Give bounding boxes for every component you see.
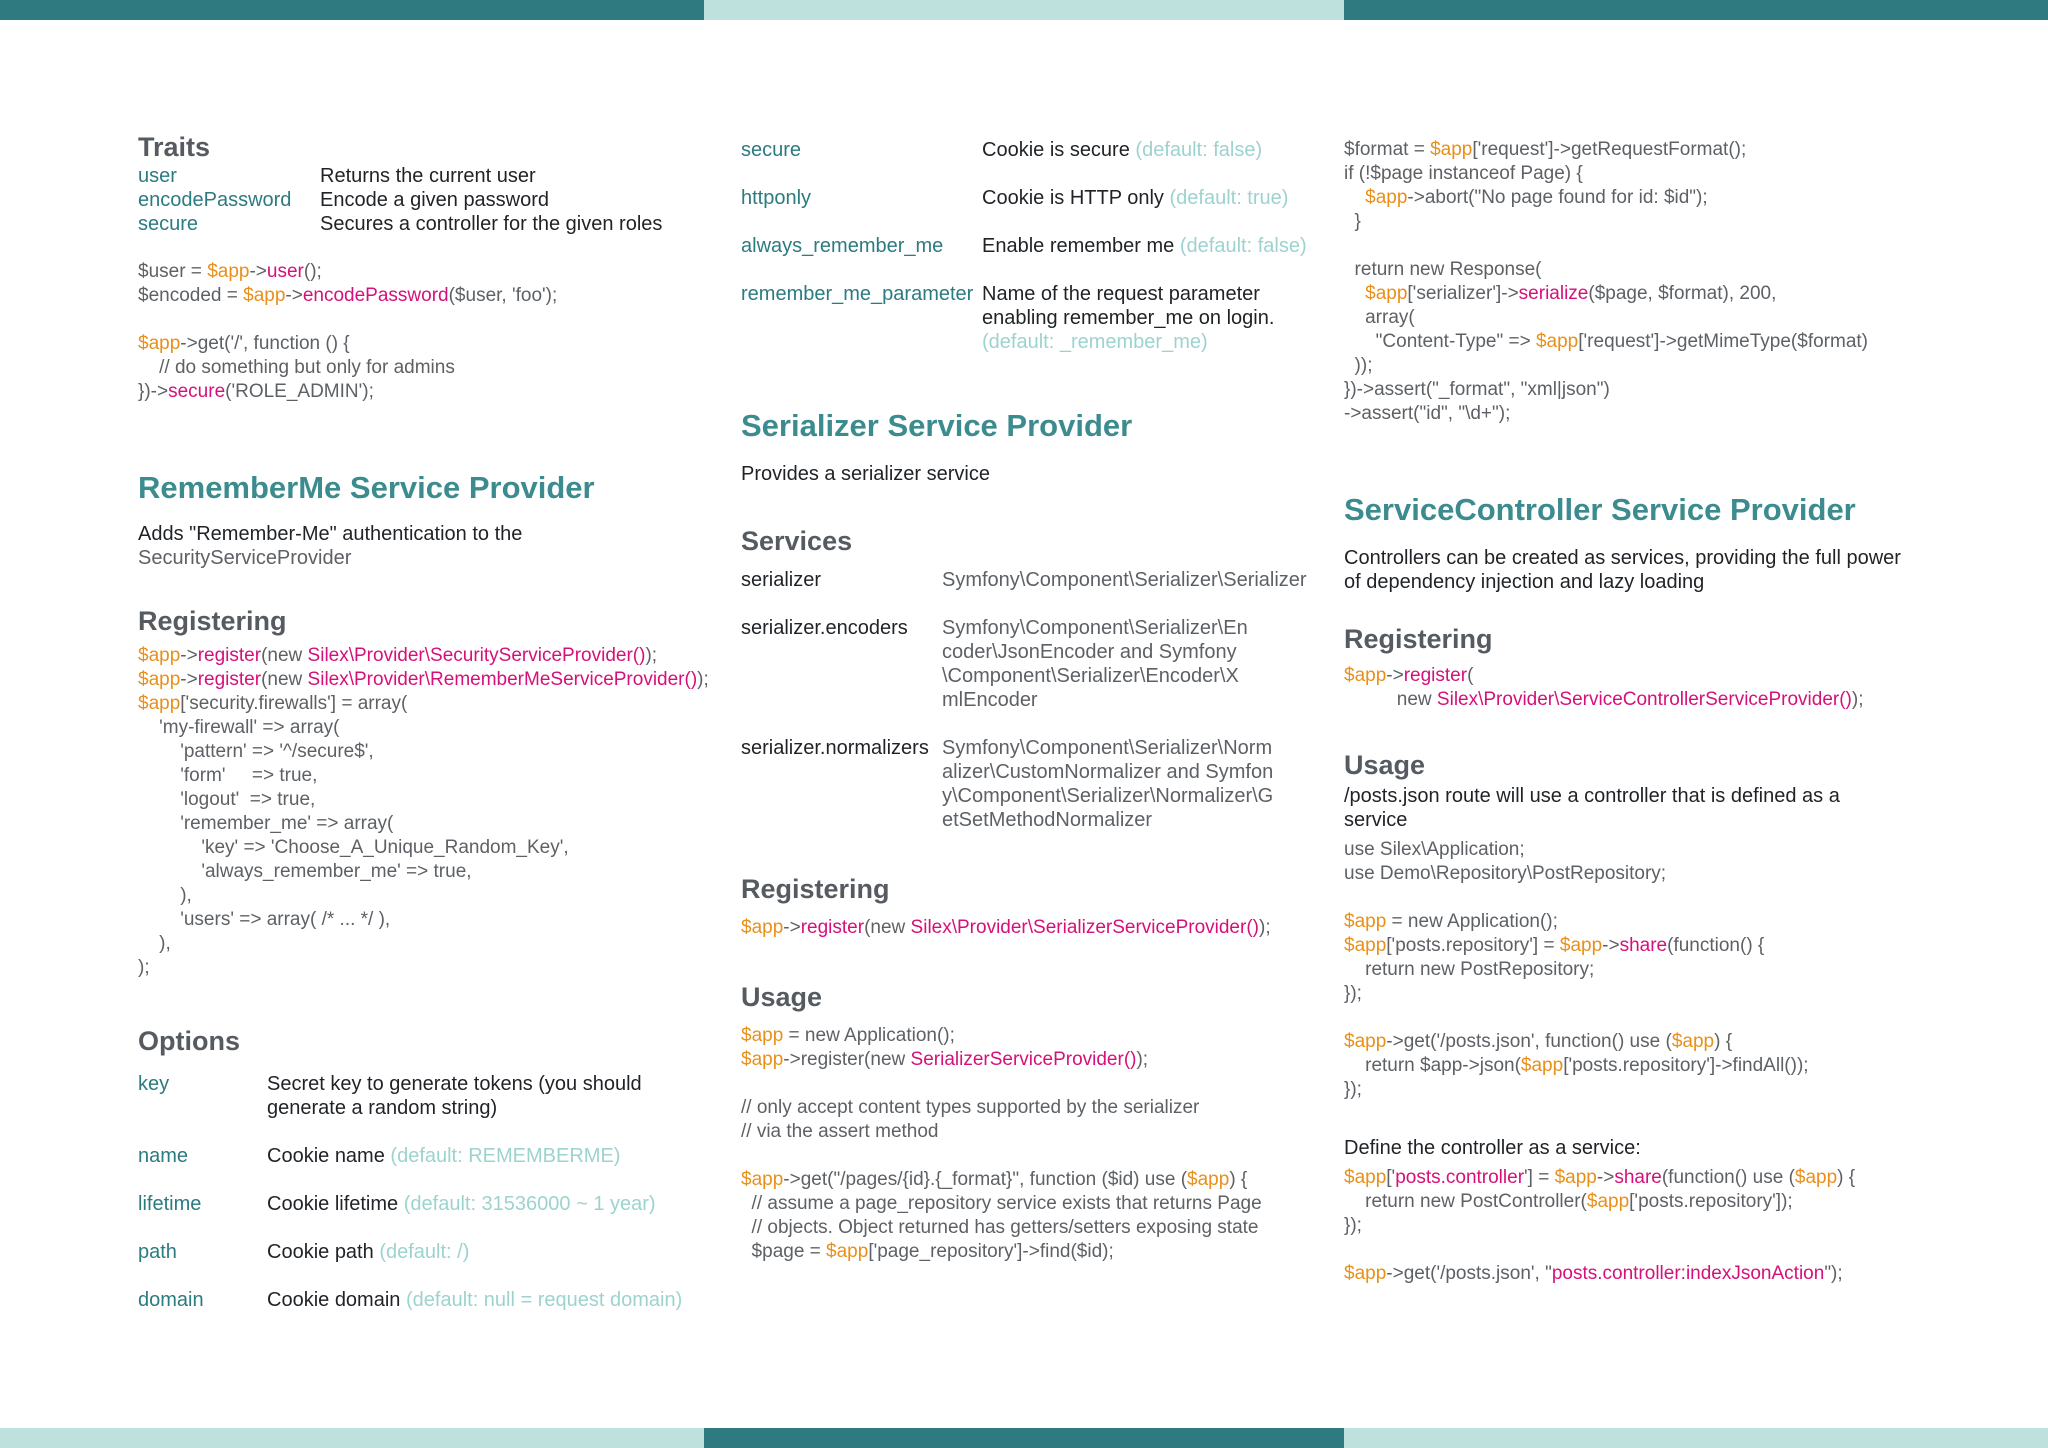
code-text: 'key' => 'Choose_A_Unique_Random_Key', xyxy=(138,837,569,858)
code-line xyxy=(138,644,698,668)
option-desc-text: Cookie path xyxy=(267,1241,374,1263)
code-text: (new xyxy=(864,917,911,938)
code-variable: $app xyxy=(1520,1055,1564,1076)
option-desc xyxy=(982,282,1341,354)
code-line xyxy=(1344,1166,1944,1190)
code-text: }); xyxy=(1344,1215,1362,1236)
code-variable: $app xyxy=(741,917,784,938)
code-method: register xyxy=(197,645,262,666)
code-text: $encoded = xyxy=(138,285,244,306)
option-desc xyxy=(982,186,1341,210)
code-text: $page = xyxy=(741,1241,827,1262)
option-desc-text: Cookie lifetime xyxy=(267,1193,399,1215)
code-text xyxy=(1344,187,1365,208)
code-variable: $app xyxy=(1365,283,1408,304)
code-text xyxy=(1344,283,1365,304)
code-text: use Demo\Repository\PostRepository; xyxy=(1344,863,1667,884)
code-line xyxy=(1344,162,1944,186)
option-default: (default: true) xyxy=(1169,187,1289,209)
code-line xyxy=(1344,402,1944,426)
code-line xyxy=(1344,1030,1944,1054)
code-text: ->abort("No page found for id: $id"); xyxy=(1407,187,1708,208)
option-row xyxy=(741,282,1341,354)
code-line xyxy=(1344,910,1944,934)
code-text: 'always_remember_me' => true, xyxy=(138,861,472,882)
code-text: -> xyxy=(1602,935,1620,956)
column-2 xyxy=(741,130,1341,1264)
code-line xyxy=(138,332,698,356)
traits-heading: Traits xyxy=(138,132,211,162)
code-line xyxy=(1344,1006,1944,1030)
column-1 xyxy=(138,130,709,1312)
serializer-services-heading: Services xyxy=(741,526,853,556)
bottom-band xyxy=(0,1428,2048,1448)
code-line xyxy=(138,884,698,908)
code-line xyxy=(138,908,698,932)
code-text: (function() { xyxy=(1667,935,1765,956)
code-variable: $app xyxy=(1344,1031,1387,1052)
code-line xyxy=(138,260,698,284)
option-desc-text: Secret key to generate tokens (you should generate a random string) xyxy=(267,1073,642,1119)
code-text: } xyxy=(1344,211,1361,232)
code-variable: $app xyxy=(1365,187,1408,208)
top-band-left xyxy=(0,0,704,20)
code-method: share xyxy=(1619,935,1668,956)
service-value: Symfony\Component\Serializer\Encoder\JsonEncoder and Symfony\Component\Serializer\Encoder\XmlEncoder xyxy=(942,617,1248,711)
option-desc xyxy=(982,234,1341,258)
code-line xyxy=(741,916,1341,940)
servicecontroller-usage-description: /posts.json route will use a controller that is defined as a service xyxy=(1344,785,1840,831)
code-line xyxy=(741,1216,1341,1240)
code-text: ['request']->getRequestFormat(); xyxy=(1472,139,1747,160)
code-text: )); xyxy=(1344,355,1373,376)
code-line xyxy=(1344,958,1944,982)
code-text: $format = xyxy=(1344,139,1431,160)
serializer-usage-code xyxy=(741,1024,1341,1264)
code-text: (new xyxy=(261,669,308,690)
option-row xyxy=(741,234,1341,258)
trait-row xyxy=(138,188,698,212)
code-line xyxy=(138,764,698,788)
servicecontroller-registering-heading: Registering xyxy=(1344,624,1493,654)
rememberme-description-line: Adds "Remember-Me" authentication to the xyxy=(138,523,523,545)
code-line xyxy=(138,380,698,404)
code-text: -> xyxy=(783,917,801,938)
code-line xyxy=(1344,306,1944,330)
option-name: path xyxy=(138,1241,177,1263)
code-method: register xyxy=(197,669,262,690)
code-text: // assume a page_repository service exists that returns Page xyxy=(741,1193,1262,1214)
option-desc-text: Cookie name xyxy=(267,1145,385,1167)
code-variable: $app xyxy=(138,333,181,354)
code-line xyxy=(741,1072,1341,1096)
option-name: domain xyxy=(138,1289,204,1311)
option-row xyxy=(138,1192,698,1216)
code-text: })-> xyxy=(138,381,169,402)
code-line xyxy=(741,1024,1341,1048)
code-text: ['serializer']-> xyxy=(1407,283,1519,304)
code-line xyxy=(138,356,698,380)
serializer-usage-code-continued xyxy=(1344,138,1944,426)
code-line xyxy=(741,1240,1341,1264)
code-method: SerializerServiceProvider() xyxy=(910,1049,1137,1070)
code-text: -> xyxy=(180,645,198,666)
trait-name: user xyxy=(138,165,177,187)
code-text: })->assert("_format", "xml|json") xyxy=(1344,379,1610,400)
code-text: ['security.firewalls'] = array( xyxy=(180,693,408,714)
code-line xyxy=(138,932,698,956)
code-text: return new PostRepository; xyxy=(1344,959,1595,980)
code-text: -> xyxy=(249,261,267,282)
code-text: ); xyxy=(645,645,658,666)
code-line xyxy=(138,836,698,860)
code-line xyxy=(1344,1190,1944,1214)
code-method: user xyxy=(266,261,304,282)
code-variable: $app xyxy=(1344,935,1387,956)
code-text: use Silex\Application; xyxy=(1344,839,1525,860)
code-text: ->register(new xyxy=(783,1049,911,1070)
code-variable: $app xyxy=(207,261,250,282)
rememberme-heading: RememberMe Service Provider xyxy=(138,470,595,505)
code-line xyxy=(138,788,698,812)
code-text: 'pattern' => '^/secure$', xyxy=(138,741,374,762)
code-text: '] = xyxy=(1524,1167,1555,1188)
service-name: serializer.normalizers xyxy=(741,737,929,759)
code-text: }); xyxy=(1344,983,1362,1004)
code-line xyxy=(138,692,698,716)
service-row xyxy=(741,616,1341,712)
option-desc xyxy=(267,1144,698,1168)
bottom-band-right xyxy=(1344,1428,2048,1448)
option-name: remember_me_parameter xyxy=(741,283,974,305)
option-name: always_remember_me xyxy=(741,235,944,257)
code-text: ['posts.repository']); xyxy=(1629,1191,1793,1212)
code-text: ->assert("id", "\d+"); xyxy=(1344,403,1511,424)
trait-row xyxy=(138,164,698,188)
option-default: (default: false) xyxy=(1179,235,1307,257)
code-variable: $app xyxy=(1671,1031,1715,1052)
define-controller-label: Define the controller as a service: xyxy=(1344,1137,1641,1159)
code-variable: $app xyxy=(1187,1169,1230,1190)
serializer-services-list xyxy=(741,568,1341,832)
code-text: ->get('/', function () { xyxy=(180,333,350,354)
code-method: Silex\Provider\SerializerServiceProvider() xyxy=(910,917,1259,938)
servicecontroller-register-code xyxy=(1344,664,1944,712)
option-name: httponly xyxy=(741,187,812,209)
option-desc xyxy=(982,138,1341,162)
serializer-description: Provides a serializer service xyxy=(741,463,990,485)
trait-desc: Returns the current user xyxy=(320,165,536,187)
servicecontroller-heading: ServiceController Service Provider xyxy=(1344,492,1856,527)
code-line xyxy=(1344,1238,1944,1262)
code-text: [' xyxy=(1386,1167,1396,1188)
code-line xyxy=(1344,330,1944,354)
option-desc xyxy=(267,1288,698,1312)
code-line xyxy=(1344,234,1944,258)
code-text: // via the assert method xyxy=(741,1121,939,1142)
code-line xyxy=(1344,282,1944,306)
service-row xyxy=(741,568,1341,592)
option-row xyxy=(138,1072,698,1120)
code-line xyxy=(741,1048,1341,1072)
code-text: ['request']->getMimeType($format) xyxy=(1578,331,1868,352)
code-line xyxy=(1344,378,1944,402)
servicecontroller-use-statements xyxy=(1344,838,1944,886)
option-desc-text: Enable remember me xyxy=(982,235,1175,257)
code-line xyxy=(138,716,698,740)
top-band-right xyxy=(1344,0,2048,20)
option-default: (default: 31536000 ~ 1 year) xyxy=(403,1193,656,1215)
option-row xyxy=(138,1288,698,1312)
code-text: // only accept content types supported by the serializer xyxy=(741,1097,1200,1118)
service-name: serializer xyxy=(741,569,822,591)
code-variable: $app xyxy=(138,669,181,690)
code-text: ->get("/pages/{id}.{_format}", function ($id) use ( xyxy=(783,1169,1188,1190)
code-line xyxy=(1344,258,1944,282)
code-line xyxy=(1344,138,1944,162)
code-line xyxy=(138,308,698,332)
code-text: ->get('/posts.json', " xyxy=(1386,1263,1552,1284)
code-method: share xyxy=(1614,1167,1662,1188)
code-text: array( xyxy=(1344,307,1415,328)
option-default: (default: /) xyxy=(379,1241,470,1263)
code-variable: $app xyxy=(1344,1263,1387,1284)
option-desc xyxy=(267,1072,698,1120)
code-variable: $app xyxy=(826,1241,869,1262)
code-method: register xyxy=(800,917,865,938)
code-text: }); xyxy=(1344,1079,1362,1100)
code-text: return $app->json( xyxy=(1344,1055,1521,1076)
code-variable: $app xyxy=(243,285,286,306)
option-row xyxy=(741,186,1341,210)
code-line xyxy=(1344,688,1944,712)
code-line xyxy=(138,284,698,308)
option-desc-text: Cookie domain xyxy=(267,1289,401,1311)
code-text: 'my-firewall' => array( xyxy=(138,717,340,738)
column-3 xyxy=(1344,130,1944,1286)
serializer-registering-heading: Registering xyxy=(741,874,890,904)
service-name: serializer.encoders xyxy=(741,617,908,639)
code-text: 'remember_me' => array( xyxy=(138,813,394,834)
code-line xyxy=(1344,186,1944,210)
code-text: ), xyxy=(138,933,171,954)
code-variable: $app xyxy=(741,1049,784,1070)
code-method: secure xyxy=(168,381,226,402)
option-row xyxy=(741,138,1341,162)
code-text: (); xyxy=(303,261,322,282)
code-line xyxy=(1344,664,1944,688)
code-text: ); xyxy=(1136,1049,1149,1070)
top-band-middle xyxy=(704,0,1344,20)
code-text: (new xyxy=(261,645,308,666)
code-text: ( xyxy=(1467,665,1474,686)
rememberme-options-list xyxy=(138,1072,698,1312)
serializer-heading: Serializer Service Provider xyxy=(741,408,1133,443)
code-line xyxy=(138,956,698,980)
code-line xyxy=(1344,838,1944,862)
code-text: $user = xyxy=(138,261,208,282)
code-text: -> xyxy=(285,285,303,306)
code-text: ->get('/posts.json', function() use ( xyxy=(1386,1031,1672,1052)
code-method: encodePassword xyxy=(302,285,449,306)
code-text: 'form' => true, xyxy=(138,765,318,786)
options-continued-list xyxy=(741,138,1341,354)
code-variable: $app xyxy=(138,693,181,714)
code-text: (function() use ( xyxy=(1661,1167,1795,1188)
code-line xyxy=(741,1120,1341,1144)
code-line xyxy=(1344,210,1944,234)
code-text: ), xyxy=(138,885,192,906)
traits-code xyxy=(138,260,698,404)
code-variable: $app xyxy=(1344,1167,1387,1188)
option-default: (default: false) xyxy=(1135,139,1263,161)
code-text: ); xyxy=(697,669,709,690)
serializer-usage-heading: Usage xyxy=(741,982,823,1012)
option-name: lifetime xyxy=(138,1193,202,1215)
option-default: (default: _remember_me) xyxy=(982,331,1208,353)
service-value: Symfony\Component\Serializer\Serializer xyxy=(942,569,1307,591)
code-variable: $app xyxy=(138,645,181,666)
code-line xyxy=(741,1192,1341,1216)
option-row xyxy=(138,1144,698,1168)
option-desc xyxy=(267,1192,698,1216)
trait-desc: Encode a given password xyxy=(320,189,550,211)
code-text: // objects. Object returned has getters/setters exposing state xyxy=(741,1217,1259,1238)
code-text: "Content-Type" => xyxy=(1344,331,1536,352)
code-line xyxy=(138,668,709,692)
trait-row xyxy=(138,212,698,236)
option-desc-text: Cookie is HTTP only xyxy=(982,187,1164,209)
rememberme-description xyxy=(138,522,698,570)
servicecontroller-description: Controllers can be created as services, providing the full power of dependency injection and lazy loading xyxy=(1344,547,1901,593)
code-method: Silex\Provider\RememberMeServiceProvider() xyxy=(307,669,698,690)
code-variable: $app xyxy=(1554,1167,1597,1188)
servicecontroller-usage-code xyxy=(1344,910,1944,1102)
code-line xyxy=(1344,354,1944,378)
code-variable: $app xyxy=(741,1025,784,1046)
code-line xyxy=(1344,1078,1944,1102)
code-line xyxy=(138,812,698,836)
option-desc-text: Cookie is secure xyxy=(982,139,1130,161)
code-text: -> xyxy=(180,669,198,690)
code-line xyxy=(1344,1054,1944,1078)
code-text: new xyxy=(1344,689,1437,710)
code-line xyxy=(741,1168,1341,1192)
code-text: ['posts.repository']->findAll()); xyxy=(1563,1055,1809,1076)
code-text: -> xyxy=(1386,665,1404,686)
code-method: posts.controller xyxy=(1395,1167,1525,1188)
servicecontroller-define-code xyxy=(1344,1166,1944,1286)
code-line xyxy=(138,740,698,764)
code-text: ['page_repository']->find($id); xyxy=(868,1241,1114,1262)
option-row xyxy=(138,1240,698,1264)
option-desc-text: Name of the request parameter enabling remember_me on login. xyxy=(982,283,1275,329)
servicecontroller-usage-heading: Usage xyxy=(1344,750,1426,780)
code-text: return new Response( xyxy=(1344,259,1542,280)
code-method: register xyxy=(1403,665,1468,686)
code-variable: $app xyxy=(1794,1167,1838,1188)
code-variable: $app xyxy=(1344,911,1387,932)
code-line xyxy=(138,860,698,884)
rememberme-description-line: SecurityServiceProvider xyxy=(138,547,352,569)
top-band xyxy=(0,0,2048,20)
code-text: ($page, $format), 200, xyxy=(1588,283,1777,304)
code-text: ('ROLE_ADMIN'); xyxy=(225,381,374,402)
code-text: ); xyxy=(138,957,150,978)
code-text: ($user, 'foo'); xyxy=(448,285,558,306)
code-line xyxy=(1344,1214,1944,1238)
code-text: ) { xyxy=(1229,1169,1248,1190)
code-text: 'users' => array( /* ... */ ), xyxy=(138,909,391,930)
code-variable: $app xyxy=(1535,331,1579,352)
code-method: Silex\Provider\SecurityServiceProvider() xyxy=(307,645,646,666)
trait-desc: Secures a controller for the given roles xyxy=(320,213,663,235)
bottom-band-left xyxy=(0,1428,704,1448)
code-line xyxy=(741,1096,1341,1120)
code-line xyxy=(1344,862,1944,886)
code-method: posts.controller:indexJsonAction xyxy=(1551,1263,1825,1284)
option-desc xyxy=(267,1240,698,1264)
bottom-band-middle xyxy=(704,1428,1344,1448)
code-text: ); xyxy=(1259,917,1271,938)
rememberme-register-code xyxy=(138,644,709,980)
code-line xyxy=(1344,982,1944,1006)
trait-name: encodePassword xyxy=(138,189,292,211)
code-text: ) { xyxy=(1837,1167,1856,1188)
service-row xyxy=(741,736,1341,832)
code-text: = new Application(); xyxy=(783,1025,955,1046)
option-default: (default: REMEMBERME) xyxy=(390,1145,621,1167)
trait-name: secure xyxy=(138,213,199,235)
serializer-register-code xyxy=(741,916,1341,940)
option-name: secure xyxy=(741,139,802,161)
code-text: = new Application(); xyxy=(1386,911,1558,932)
code-text: ); xyxy=(1851,689,1864,710)
code-method: serialize xyxy=(1518,283,1589,304)
option-name: name xyxy=(138,1145,189,1167)
option-name: key xyxy=(138,1073,170,1095)
code-text: return new PostController( xyxy=(1344,1191,1587,1212)
code-text: -> xyxy=(1596,1167,1615,1188)
code-method: Silex\Provider\ServiceControllerServiceProvider() xyxy=(1436,689,1852,710)
code-text: "); xyxy=(1824,1263,1843,1284)
code-text: // do something but only for admins xyxy=(138,357,455,378)
option-default: (default: null = request domain) xyxy=(405,1289,683,1311)
code-variable: $app xyxy=(1430,139,1473,160)
code-variable: $app xyxy=(1344,665,1387,686)
traits-list xyxy=(138,164,698,236)
rememberme-options-heading: Options xyxy=(138,1026,240,1056)
code-line xyxy=(741,1144,1341,1168)
rememberme-registering-heading: Registering xyxy=(138,606,287,636)
service-value: Symfony\Component\Serializer\Normalizer\CustomNormalizer and Symfony\Component\Serializer\Normalizer\GetSetMethodNormalizer xyxy=(942,737,1274,831)
code-text: if (!$page instanceof Page) { xyxy=(1344,163,1583,184)
code-variable: $app xyxy=(741,1169,784,1190)
code-variable: $app xyxy=(1586,1191,1630,1212)
code-line xyxy=(1344,934,1944,958)
code-text: ['posts.repository'] = xyxy=(1386,935,1560,956)
code-text: ) { xyxy=(1714,1031,1733,1052)
code-line xyxy=(1344,1262,1944,1286)
code-variable: $app xyxy=(1559,935,1603,956)
code-text: 'logout' => true, xyxy=(138,789,316,810)
